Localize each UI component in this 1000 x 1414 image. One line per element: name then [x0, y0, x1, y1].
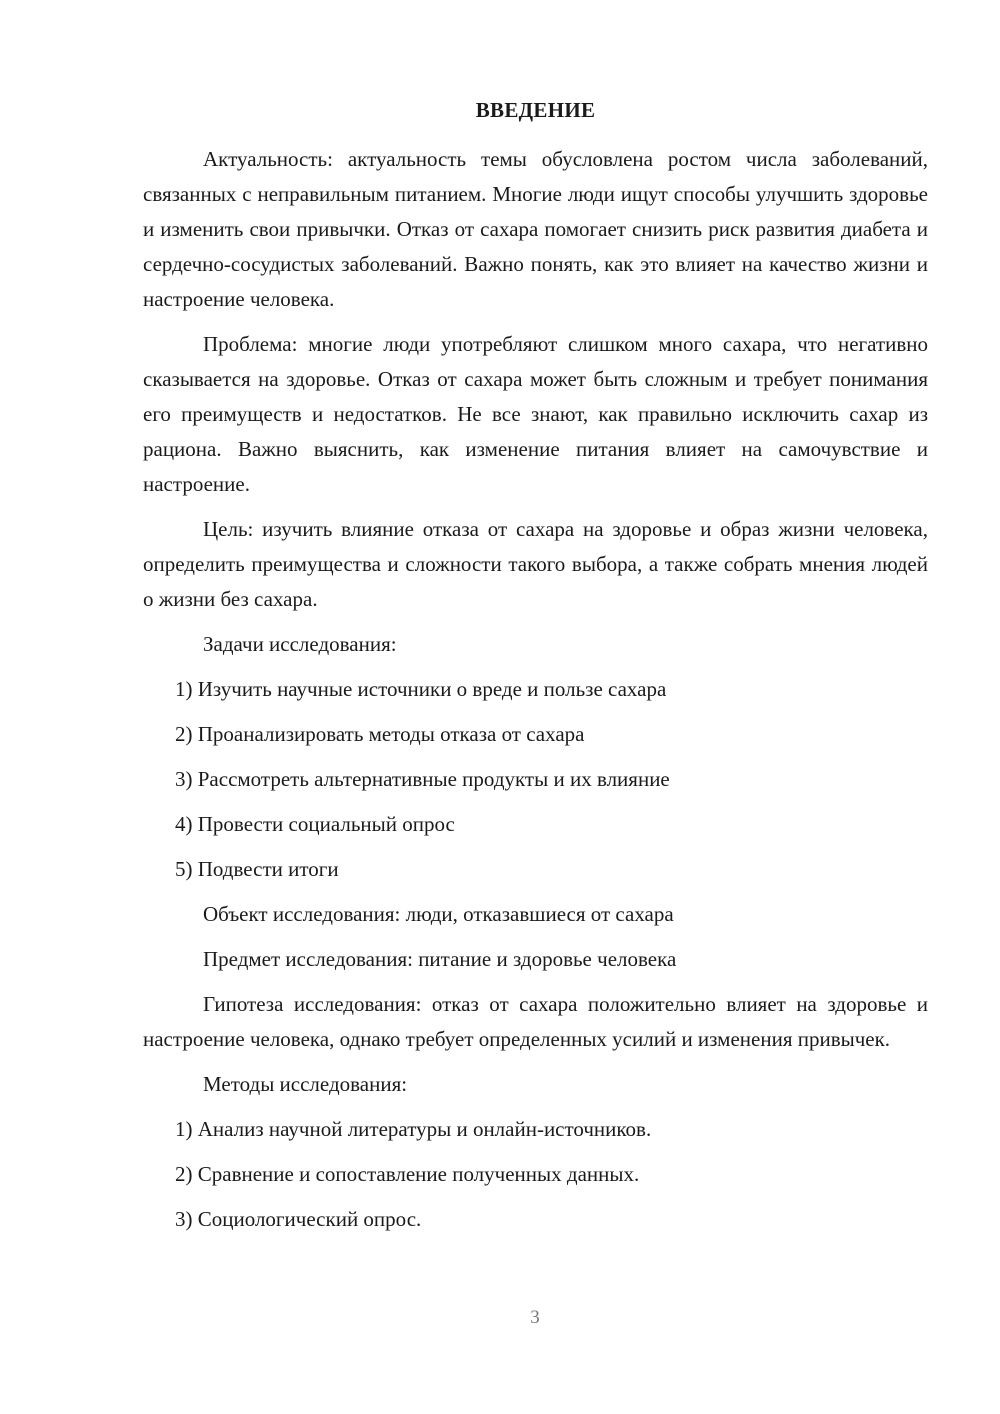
method-item: 3) Социологический опрос. — [175, 1207, 422, 1231]
relevance-paragraph: Актуальность: актуальность темы обусловлена ростом числа заболеваний, связанных с неправильным питанием. Многие люди ищут способы улучшить здоровье и изменить свои привычки. Отказ от сахара помогает снизить риск развития диабета и сердечно-сосудистых заболеваний. Важно понять, как это влияет на качество жизни и настроение человека. — [143, 147, 928, 311]
research-object: Объект исследования: люди, отказавшиеся от сахара — [203, 902, 674, 926]
page-content — [143, 93, 928, 1247]
task-item: 4) Провести социальный опрос — [175, 812, 455, 836]
method-item: 1) Анализ научной литературы и онлайн-источников. — [175, 1117, 652, 1141]
goal-paragraph: Цель: изучить влияние отказа от сахара на здоровье и образ жизни человека, определить преимущества и сложности такого выбора, а также собрать мнения людей о жизни без сахара. — [143, 517, 928, 611]
task-item: 5) Подвести итоги — [175, 857, 339, 881]
methods-heading: Методы исследования: — [203, 1072, 408, 1096]
task-item: 1) Изучить научные источники о вреде и пользе сахара — [175, 677, 667, 701]
research-subject: Предмет исследования: питание и здоровье человека — [203, 947, 677, 971]
section-heading: ВВЕДЕНИЕ — [475, 98, 596, 122]
method-item: 2) Сравнение и сопоставление полученных данных. — [175, 1162, 640, 1186]
task-item: 3) Рассмотреть альтернативные продукты и их влияние — [175, 767, 670, 791]
tasks-heading: Задачи исследования: — [203, 632, 397, 656]
problem-paragraph: Проблема: многие люди употребляют слишком много сахара, что негативно сказывается на здоровье. Отказ от сахара может быть сложным и требует понимания его преимуществ и недостатков. Не все знают, как правильно исключить сахар из рациона. Важно выяснить, как изменение питания влияет на самочувствие и настроение. — [143, 332, 928, 496]
tasks-list — [143, 672, 928, 887]
methods-list — [143, 1112, 928, 1237]
hypothesis-paragraph: Гипотеза исследования: отказ от сахара положительно влияет на здоровье и настроение человека, однако требует определенных усилий и изменения привычек. — [143, 992, 928, 1051]
page-number: 3 — [530, 1307, 540, 1328]
task-item: 2) Проанализировать методы отказа от сахара — [175, 722, 585, 746]
